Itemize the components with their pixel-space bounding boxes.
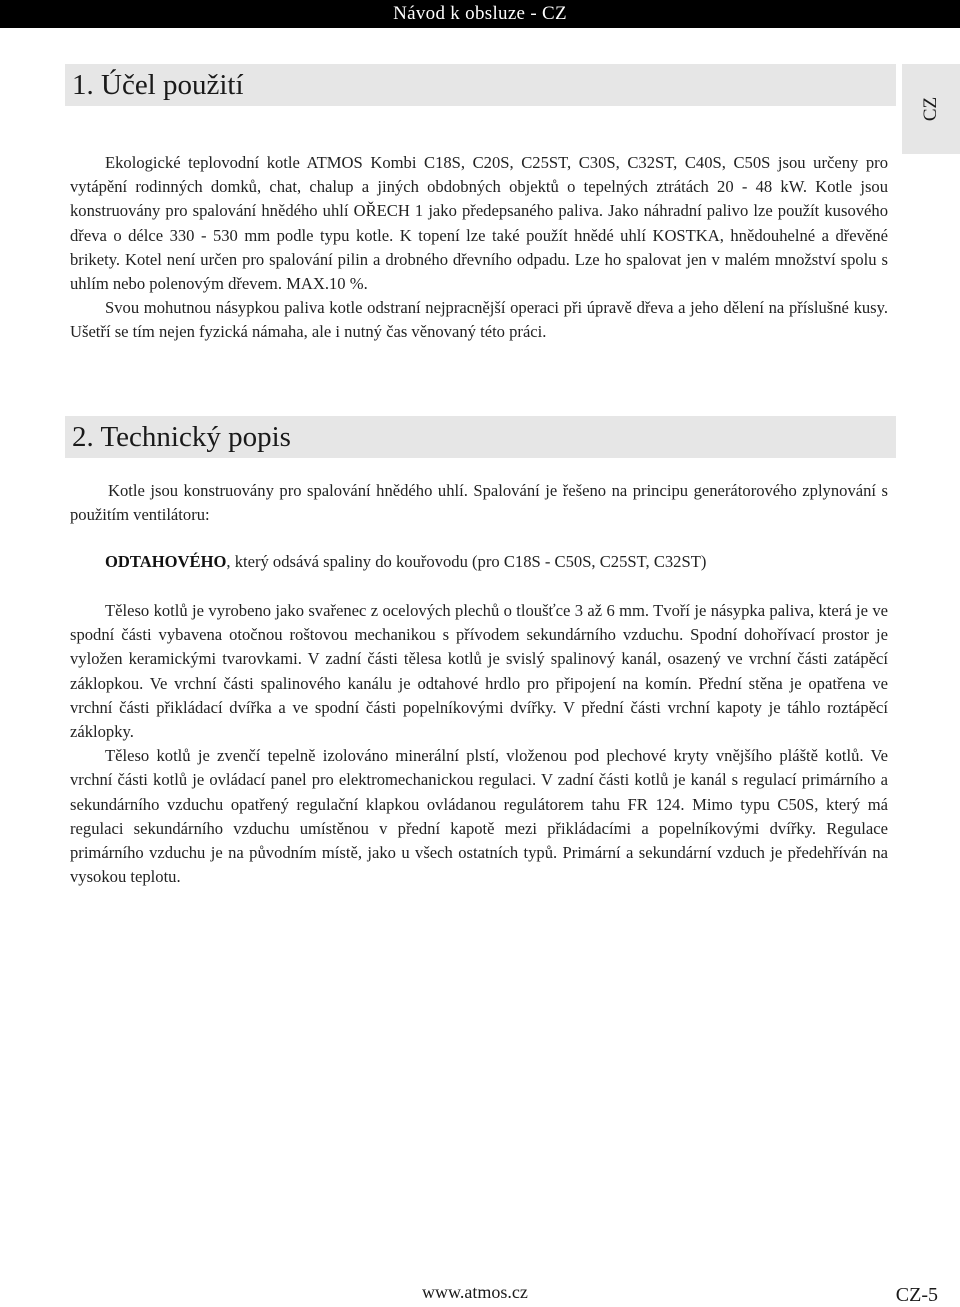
fan-type-line (105, 550, 706, 574)
section-2-paragraph-2: Těleso kotlů je zvenčí tepelně izolováno minerální plstí, vloženou pod plechové kryty vnějšího pláště kotlů. Ve vrchní části kotlů je ovládací panel pro elektromechanickou regulaci. V zadní části kotlů je kanál s regulací primárního a sekundárního vzduchu opatřený regulační klapkou ovládanou regulátorem tahu FR 124. Mimo typu C50S, který má regulaci sekundárního vzduchu umístěnou v přední kapotě mezi přikládacími a popelníkovými dvířky. Regulace primárního vzduchu je na původním místě, jako u všech ostatních typů. Primární a sekundární vzduch je předehříván na vysokou teplotu. (70, 746, 888, 887)
language-side-tab-label: CZ (920, 96, 941, 122)
header-title: Návod k obsluze - CZ (393, 3, 567, 24)
section-2-paragraph-1: Těleso kotlů je vyrobeno jako svařenec z ocelových plechů o tloušťce 3 až 6 mm. Tvoří je násypka paliva, která je ve spodní části vybavena otočnou roštovou mechanikou s přívodem sekundárního vzduchu. Spodní dohořívací prostor je vyložen keramickými tvarovkami. V zadní části tělesa kotlů je svislý spalinový kanál, osazený ve vrchní části zatápěcí záklopkou. Ve vrchní části spalinového kanálu je odtahové hrdlo pro připojení na komín. Přední stěna je opatřena ve vrchní části přikládací dvířka a ve spodní části popelníkovými dvířky. V přední části vrchní kapoty je táhlo roztápěcí záklopky. (70, 601, 888, 742)
section-title-2: 2. Technický popis (72, 421, 291, 453)
section-2-intro-paragraph: Kotle jsou konstruovány pro spalování hnědého uhlí. Spalování je řešeno na principu generátorového zplynování s použitím ventilátoru: (70, 481, 888, 525)
footer-page-number: CZ-5 (895, 1284, 938, 1306)
fan-type-label: ODTAHOVÉHO (105, 552, 227, 571)
page-header-bar (0, 0, 960, 28)
section-heading-1 (65, 64, 896, 106)
section-1-body (70, 151, 888, 345)
section-1-paragraph-2: Svou mohutnou násypkou paliva kotle odstraní nejpracnější operaci při úpravě dřeva a jeho dělení na příslušné kusy. Ušetří se tím nejen fyzická námaha, ale i nutný čas věnovaný této práci. (70, 298, 888, 342)
section-heading-2 (65, 416, 896, 458)
section-title-1: 1. Účel použití (72, 69, 244, 101)
section-2-body (70, 599, 888, 889)
language-side-tab (902, 64, 960, 154)
footer-url: www.atmos.cz (422, 1282, 528, 1302)
section-2-intro (70, 479, 888, 527)
section-1-paragraph-1: Ekologické teplovodní kotle ATMOS Kombi C18S, C20S, C25ST, C30S, C32ST, C40S, C50S jsou určeny pro vytápění rodinných domků, chat, chalup a jiných obdobných objektů o tepelných ztrátách 20 - 48 kW. Kotle jsou konstruovány pro spalování hnědého uhlí OŘECH 1 jako předepsaného paliva. Jako náhradní palivo lze použít kusového dřeva o délce 330 - 530 mm podle typu kotle. K topení lze také použít hnědé uhlí KOSTKA, hnědouhelné a dřevěné brikety. Kotel není určen pro spalování pilin a drobného dřevního odpadu. Lze ho spalovat jen v malém množství spolu s uhlím nebo polenovým dřevem. MAX.10 %. (70, 153, 888, 294)
fan-type-text: , který odsává spaliny do kouřovodu (pro C18S - C50S, C25ST, C32ST) (226, 552, 707, 571)
